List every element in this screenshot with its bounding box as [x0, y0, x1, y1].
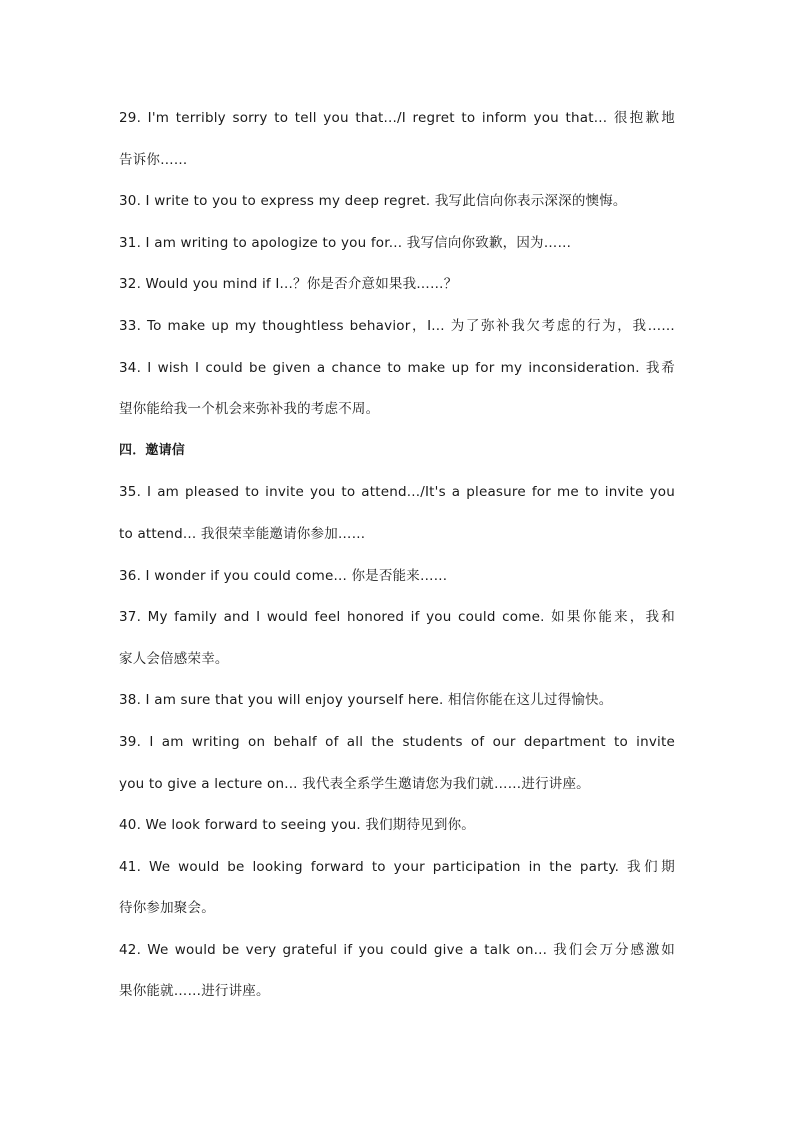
text-line-29b: 告诉你…… — [119, 151, 188, 168]
text-line-37a: 37. My family and I would feel honored if you could come. 如果你能来，我和 — [119, 609, 675, 626]
text-line-31: 31. I am writing to apologize to you for... 我写信向你致歉，因为…… — [119, 234, 572, 251]
text-line-41a: 41. We would be looking forward to your participation in the party. 我们期 — [119, 858, 675, 875]
text-line-34a: 34. I wish I could be given a chance to make up for my inconsideration. 我希 — [119, 359, 675, 376]
text-line-34b: 望你能给我一个机会来弥补我的考虑不周。 — [119, 401, 380, 418]
text-line-38: 38. I am sure that you will enjoy yourself here. 相信你能在这儿过得愉快。 — [119, 692, 613, 709]
section-heading-invitation: 四．邀请信 — [119, 442, 186, 458]
text-line-39a: 39. I am writing on behalf of all the students of our department to invite — [119, 733, 675, 750]
text-line-40: 40. We look forward to seeing you. 我们期待见到你。 — [119, 817, 475, 834]
text-line-35b: to attend... 我很荣幸能邀请你参加…… — [119, 525, 366, 542]
text-line-32: 32. Would you mind if I...？你是否介意如果我……？ — [119, 276, 458, 293]
text-line-33: 33. To make up my thoughtless behavior，I... 为了弥补我欠考虑的行为，我…… — [119, 317, 675, 334]
text-line-35a: 35. I am pleased to invite you to attend.../It's a pleasure for me to invite you — [119, 484, 675, 501]
text-line-39b: you to give a lecture on... 我代表全系学生邀请您为我们就……进行讲座。 — [119, 775, 590, 792]
text-line-29a: 29. I'm terribly sorry to tell you that.../I regret to inform you that... 很抱歉地 — [119, 110, 675, 126]
text-line-41b: 待你参加聚会。 — [119, 900, 215, 917]
text-line-37b: 家人会倍感荣幸。 — [119, 650, 229, 667]
text-line-30: 30. I write to you to express my deep regret. 我写此信向你表示深深的懊悔。 — [119, 193, 627, 210]
text-line-42a: 42. We would be very grateful if you could give a talk on... 我们会万分感激如 — [119, 941, 675, 958]
text-line-36: 36. I wonder if you could come... 你是否能来…… — [119, 567, 448, 584]
text-line-42b: 果你能就……进行讲座。 — [119, 983, 270, 1000]
document-body — [119, 103, 675, 1018]
